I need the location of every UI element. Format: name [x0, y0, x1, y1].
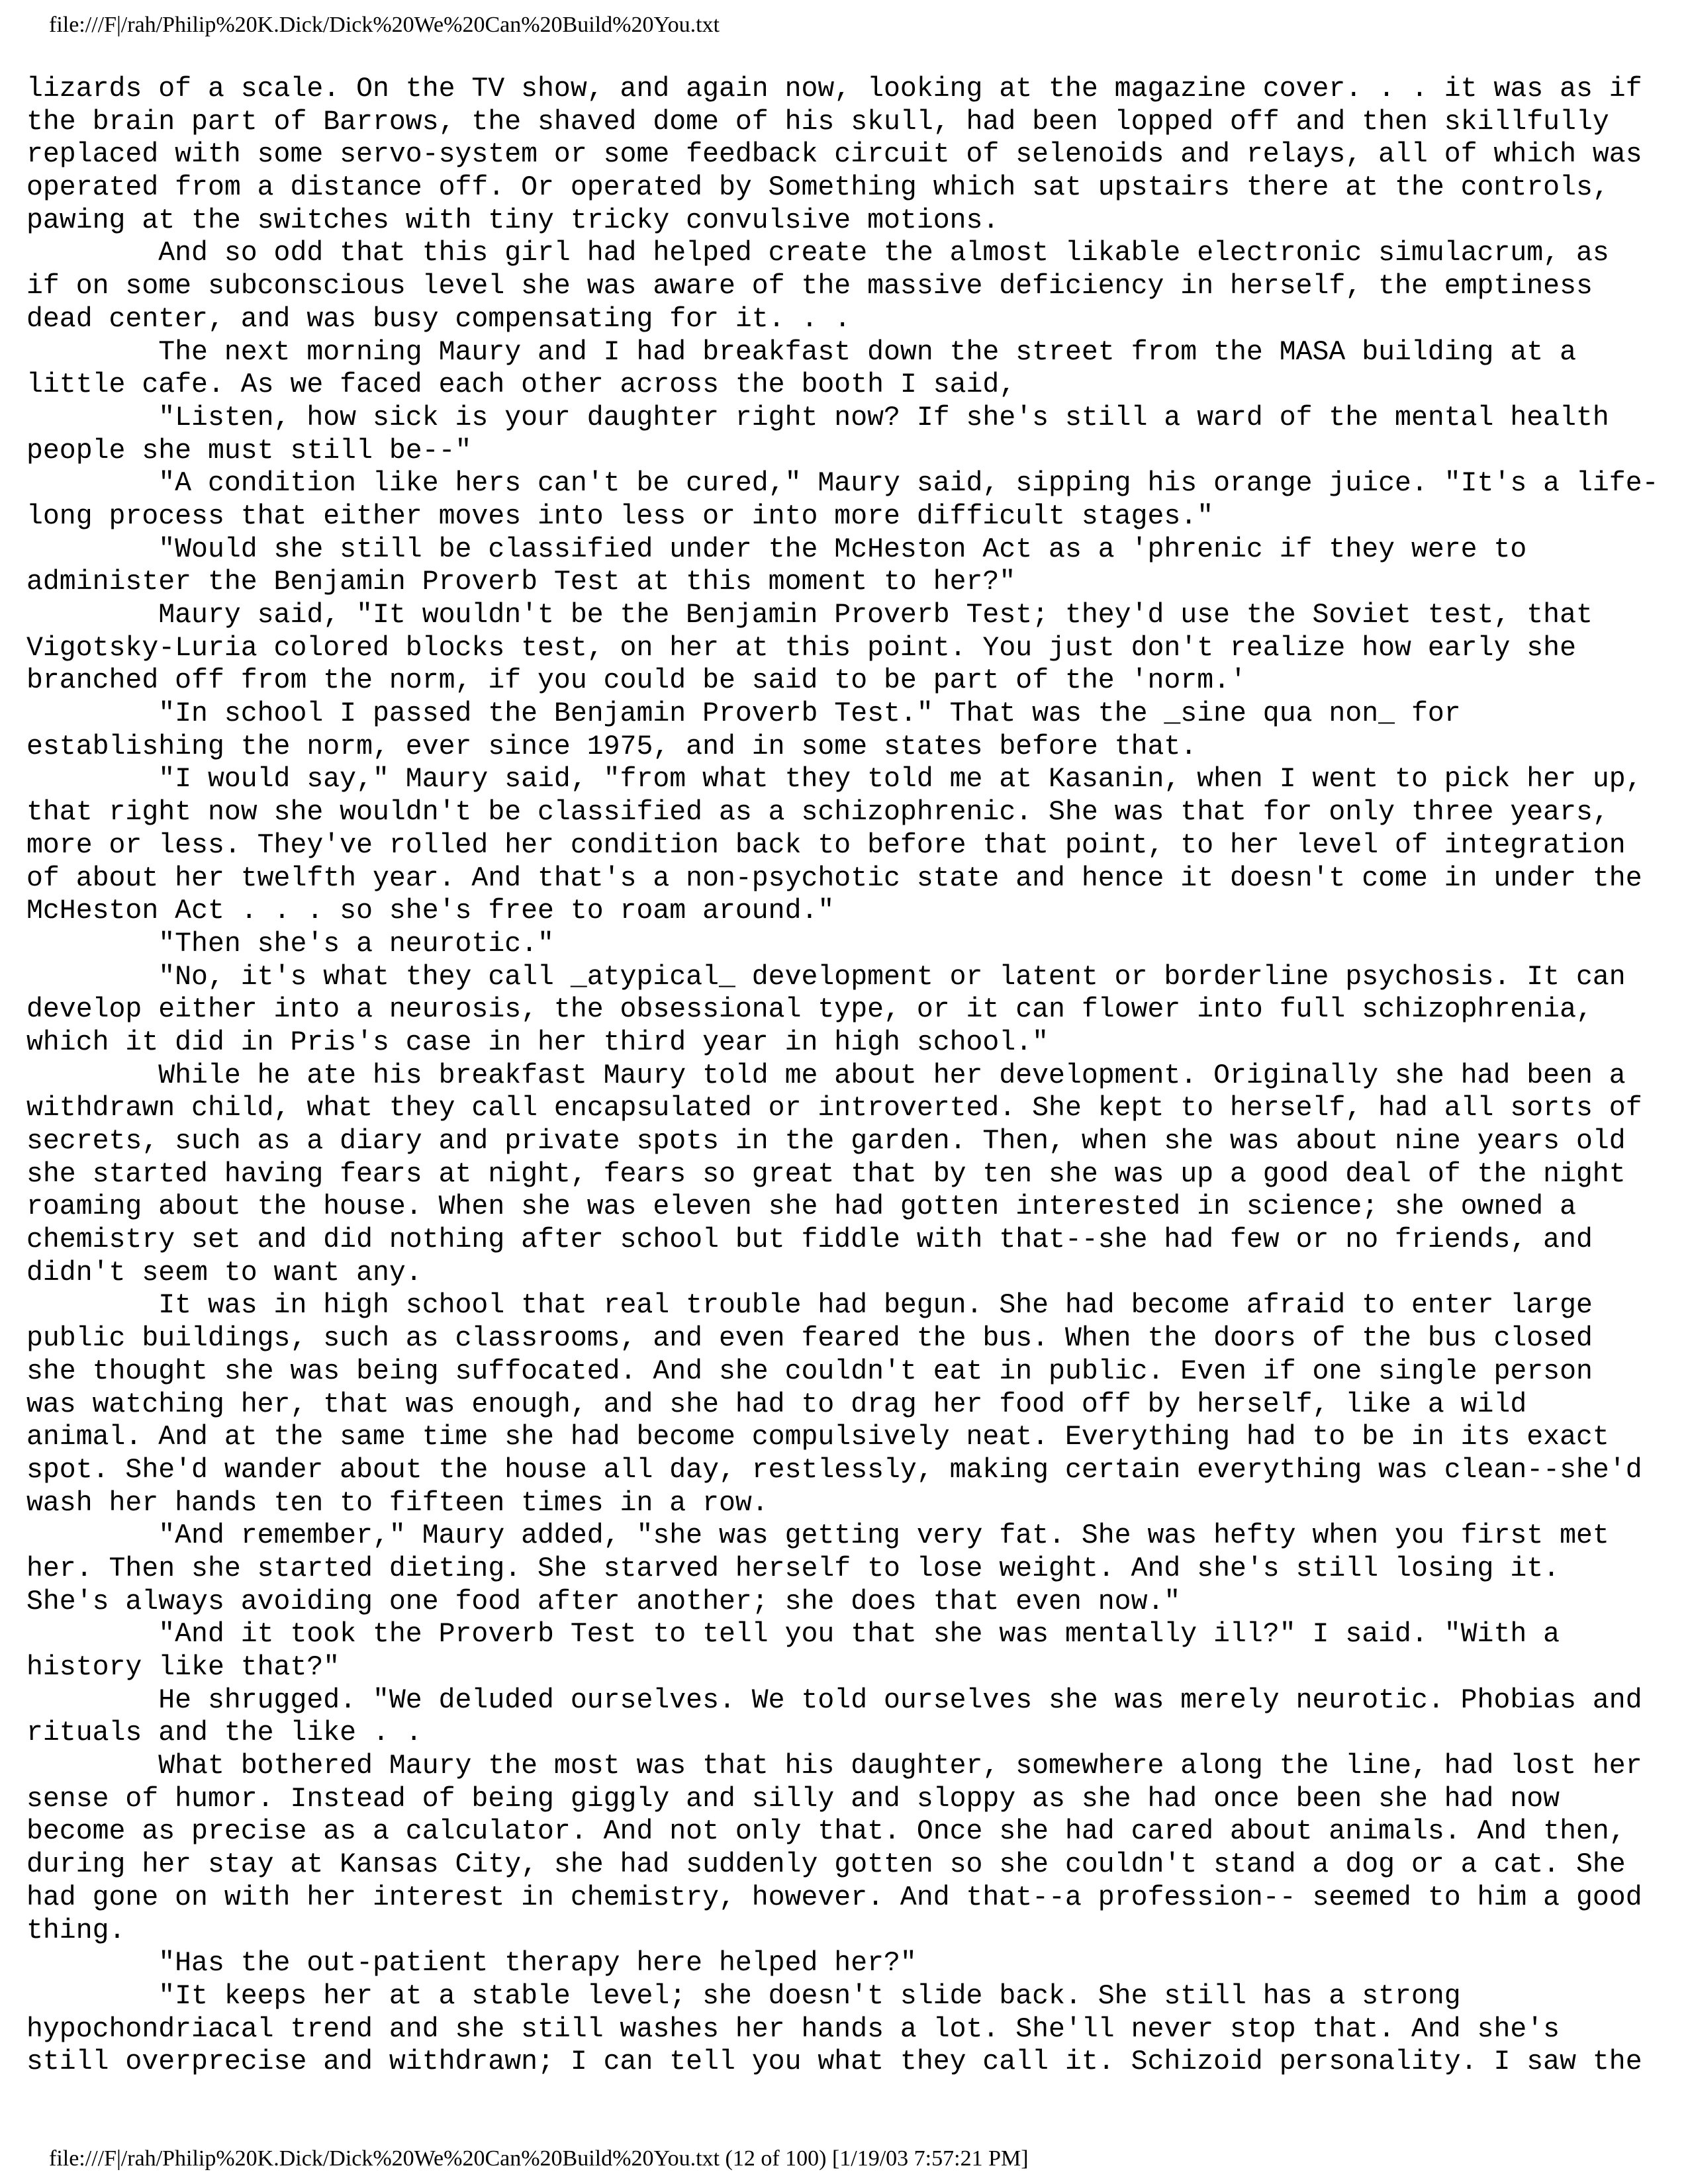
text-line: "Would she still be classified under the McHeston Act as a 'phrenic if they were to — [26, 533, 1527, 565]
text-line: "In school I passed the Benjamin Proverb Test." That was the _sine qua non_ for — [26, 698, 1461, 730]
text-line: "And remember," Maury added, "she was getting very fat. She was hefty when you first met — [26, 1520, 1609, 1552]
text-line: her. Then she started dieting. She starved herself to lose weight. And she's still losing it. — [26, 1553, 1560, 1584]
text-line: long process that either moves into less or into more difficult stages." — [26, 500, 1214, 532]
text-line: withdrawn child, what they call encapsulated or introverted. She kept to herself, had all sorts of — [26, 1093, 1642, 1124]
text-line: And so odd that this girl had helped create the almost likable electronic simulacrum, as — [26, 238, 1609, 269]
text-line: that right now she wouldn't be classified as a schizophrenic. She was that for only three years, — [26, 797, 1609, 829]
text-line: had gone on with her interest in chemistry, however. And that--a profession-- seemed to him a good — [26, 1882, 1642, 1913]
text-line: develop either into a neurosis, the obsessional type, or it can flower into full schizophrenia, — [26, 994, 1593, 1026]
text-line: which it did in Pris's case in her third year in high school." — [26, 1026, 1049, 1058]
text-line: dead center, and was busy compensating for it. . . — [26, 303, 851, 335]
text-line: pawing at the switches with tiny tricky convulsive motions. — [26, 205, 1000, 236]
text-line: What bothered Maury the most was that his daughter, somewhere along the line, had lost her — [26, 1751, 1642, 1782]
text-line: establishing the norm, ever since 1975, and in some states before that. — [26, 731, 1197, 762]
text-line: administer the Benjamin Proverb Test at this moment to her?" — [26, 567, 1016, 598]
text-line: branched off from the norm, if you could be said to be part of the 'norm.' — [26, 665, 1246, 697]
text-line: rituals and the like . . — [26, 1717, 422, 1749]
text-line: replaced with some servo-system or some feedback circuit of selenoids and relays, all of which was — [26, 139, 1642, 171]
text-line: While he ate his breakfast Maury told me about her development. Originally she had been a — [26, 1060, 1626, 1091]
text-line: "I would say," Maury said, "from what they told me at Kasanin, when I went to pick her up, — [26, 764, 1642, 796]
text-line: She's always avoiding one food after another; she does that even now." — [26, 1586, 1181, 1617]
text-line: "Listen, how sick is your daughter right now? If she's still a ward of the mental health — [26, 402, 1609, 433]
text-line: secrets, such as a diary and private spots in the garden. Then, when she was about nine years old — [26, 1126, 1626, 1157]
text-line: the brain part of Barrows, the shaved dome of his skull, had been lopped off and then skillfully — [26, 106, 1609, 138]
text-line: Maury said, "It wouldn't be the Benjamin Proverb Test; they'd use the Soviet test, that — [26, 600, 1593, 631]
text-line: chemistry set and did nothing after school but fiddle with that--she had few or no friends, and — [26, 1224, 1593, 1256]
text-line: people she must still be--" — [26, 435, 472, 467]
text-line: wash her hands ten to fifteen times in a row. — [26, 1487, 769, 1519]
text-line: He shrugged. "We deluded ourselves. We told ourselves she was merely neurotic. Phobias and — [26, 1684, 1642, 1716]
text-line: become as precise as a calculator. And not only that. Once she had cared about animals. And then, — [26, 1816, 1626, 1848]
text-line: she thought she was being suffocated. And she couldn't eat in public. Even if one single person — [26, 1355, 1593, 1387]
text-line: thing. — [26, 1915, 126, 1946]
text-line: history like that?" — [26, 1652, 340, 1683]
text-line: didn't seem to want any. — [26, 1257, 422, 1289]
header-file-url: file:///F|/rah/Philip%20K.Dick/Dick%20We%20Can%20Build%20You.txt — [49, 13, 720, 37]
document-body — [26, 73, 1668, 2079]
text-line: "A condition like hers can't be cured," Maury said, sipping his orange juice. "It's a life- — [26, 468, 1659, 500]
text-line: she started having fears at night, fears so great that by ten she was up a good deal of the night — [26, 1158, 1626, 1190]
text-line: McHeston Act . . . so she's free to roam around." — [26, 895, 835, 927]
text-line: spot. She'd wander about the house all day, restlessly, making certain everything was clean--she'd — [26, 1454, 1642, 1486]
text-line: animal. And at the same time she had become compulsively neat. Everything had to be in its exact — [26, 1422, 1609, 1453]
text-line: It was in high school that real trouble had begun. She had become afraid to enter large — [26, 1290, 1593, 1322]
text-line: "And it took the Proverb Test to tell you that she was mentally ill?" I said. "With a — [26, 1619, 1560, 1651]
text-line: "Has the out-patient therapy here helped her?" — [26, 1948, 917, 1979]
text-line: "No, it's what they call _atypical_ development or latent or borderline psychosis. It can — [26, 961, 1626, 993]
text-line: during her stay at Kansas City, she had suddenly gotten so she couldn't stand a dog or a cat. She — [26, 1849, 1626, 1881]
text-line: roaming about the house. When she was eleven she had gotten interested in science; she owned a — [26, 1191, 1576, 1223]
text-line: The next morning Maury and I had breakfast down the street from the MASA building at a — [26, 336, 1576, 368]
text-line: little cafe. As we faced each other across the booth I said, — [26, 369, 1016, 401]
text-line: public buildings, such as classrooms, and even feared the bus. When the doors of the bus closed — [26, 1323, 1593, 1355]
text-line: if on some subconscious level she was aware of the massive deficiency in herself, the emptiness — [26, 271, 1593, 302]
text-line: still overprecise and withdrawn; I can tell you what they call it. Schizoid personality. I saw the — [26, 2046, 1642, 2078]
text-line: was watching her, that was enough, and she had to drag her food off by herself, like a wild — [26, 1388, 1527, 1420]
text-line: more or less. They've rolled her condition back to before that point, to her level of integration — [26, 829, 1626, 861]
text-line: operated from a distance off. Or operated by Something which sat upstairs there at the controls, — [26, 172, 1609, 204]
text-line: of about her twelfth year. And that's a non-psychotic state and hence it doesn't come in under the — [26, 862, 1642, 894]
text-line: "It keeps her at a stable level; she doesn't slide back. She still has a strong — [26, 1980, 1461, 2012]
footer-file-info: file:///F|/rah/Philip%20K.Dick/Dick%20We%20Can%20Build%20You.txt (12 of 100) [1/19/03 7:57:21 PM] — [49, 2146, 1029, 2171]
text-line: Vigotsky-Luria colored blocks test, on her at this point. You just don't realize how early she — [26, 632, 1576, 664]
text-line: sense of humor. Instead of being giggly and silly and sloppy as she had once been she had now — [26, 1783, 1560, 1815]
text-line: lizards of a scale. On the TV show, and again now, looking at the magazine cover. . . it was as if — [26, 73, 1642, 105]
text-line: hypochondriacal trend and she still washes her hands a lot. She'll never stop that. And she's — [26, 2013, 1560, 2045]
text-line: "Then she's a neurotic." — [26, 928, 554, 960]
